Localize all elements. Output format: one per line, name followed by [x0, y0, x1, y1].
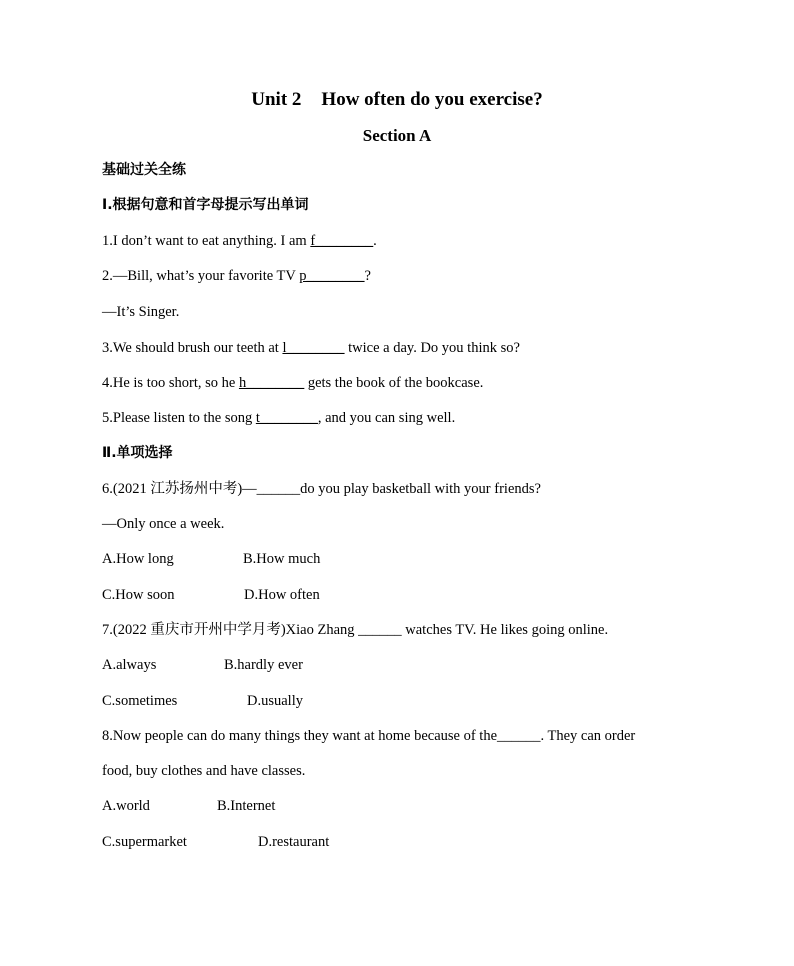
q6-option-c[interactable]: C.How soon [102, 587, 175, 603]
q7-option-a[interactable]: A.always [102, 657, 157, 673]
answer-blank-3[interactable]: l________ [282, 340, 345, 356]
section-subtitle: Section A [362, 126, 432, 145]
q7-option-b[interactable]: B.hardly ever [224, 657, 303, 673]
q8-option-b[interactable]: B.Internet [217, 798, 276, 814]
page-title [0, 89, 794, 111]
question-4: 4.He is too short, so he h________ gets the book of the bookcase. [102, 375, 484, 391]
q8-option-a[interactable]: A.world [102, 798, 150, 814]
question-3: 3.We should brush our teeth at l________ twice a day. Do you think so? [102, 340, 520, 356]
q6-option-a[interactable]: A.How long [102, 551, 174, 567]
answer-blank-1[interactable]: f________ [310, 233, 374, 249]
answer-blank-4[interactable]: h________ [238, 375, 305, 391]
q8-option-d[interactable]: D.restaurant [258, 834, 330, 850]
question-2-reply: —It’s Singer. [102, 304, 180, 320]
part1-heading: Ⅰ.根据句意和首字母提示写出单词 [102, 197, 309, 213]
answer-blank-2[interactable]: p________ [299, 268, 365, 284]
section-heading: 基础过关全练 [102, 162, 186, 178]
question-1: 1.I don’t want to eat anything. I am f________. [102, 233, 377, 249]
q8-option-c[interactable]: C.supermarket [102, 834, 187, 850]
unit-label: Unit 2 [251, 89, 302, 110]
question-5: 5.Please listen to the song t________, and you can sing well. [102, 410, 456, 426]
question-8-line-1: 8.Now people can do many things they want at home because of the______. They can order [102, 728, 636, 744]
unit-question: How often do you exercise? [321, 89, 543, 110]
question-8-line-2: food, buy clothes and have classes. [102, 763, 306, 779]
answer-blank-5[interactable]: t________ [255, 410, 318, 426]
q7-option-d[interactable]: D.usually [247, 693, 303, 709]
question-6: 6.(2021 江苏扬州中考)—______do you play basketball with your friends? [102, 481, 541, 497]
q6-option-d[interactable]: D.How often [244, 587, 320, 603]
question-7: 7.(2022 重庆市开州中学月考)Xiao Zhang ______ watches TV. He likes going online. [102, 622, 609, 638]
part2-heading: Ⅱ.单项选择 [102, 445, 173, 461]
question-6-reply: —Only once a week. [102, 516, 225, 532]
q7-option-c[interactable]: C.sometimes [102, 693, 178, 709]
q6-option-b[interactable]: B.How much [243, 551, 321, 567]
question-2: 2.—Bill, what’s your favorite TV p________? [102, 268, 371, 284]
